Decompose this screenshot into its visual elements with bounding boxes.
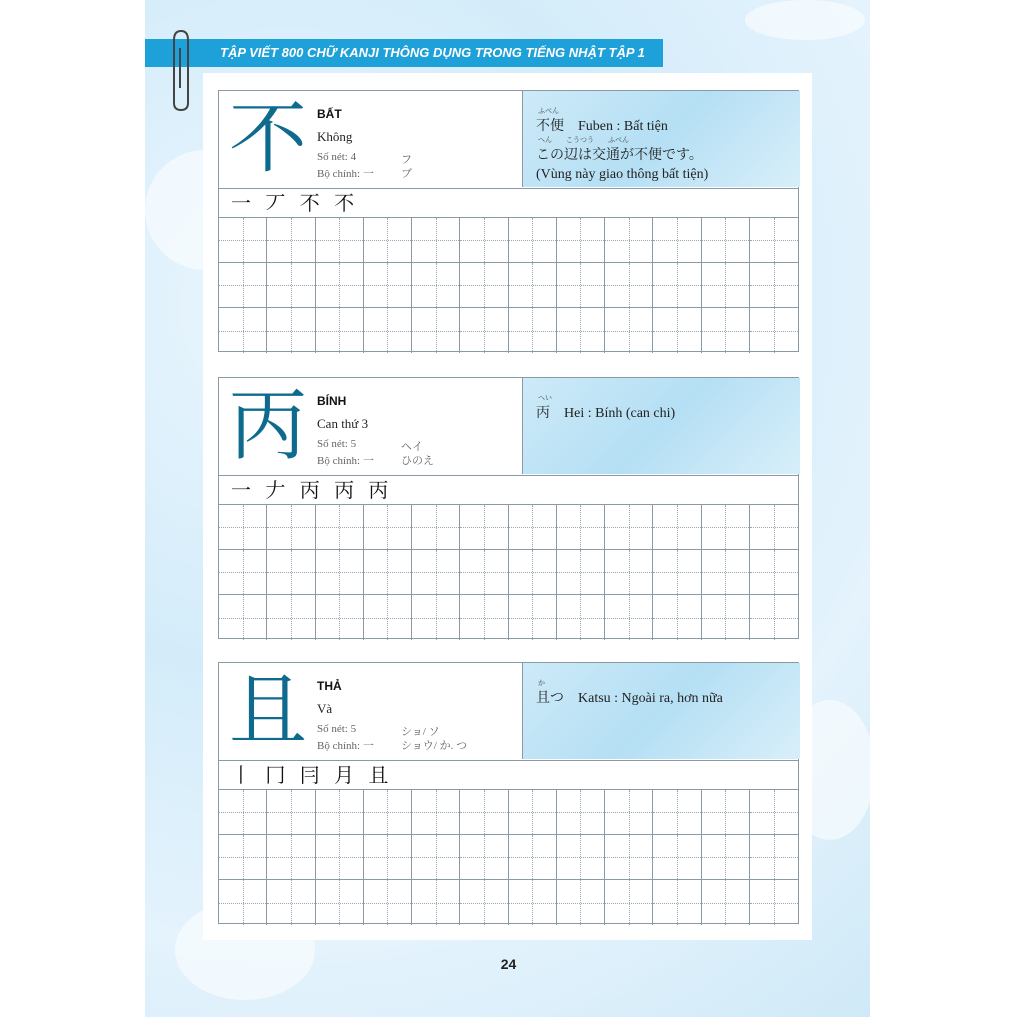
practice-cell[interactable] xyxy=(750,263,798,308)
practice-cell[interactable] xyxy=(750,835,798,880)
practice-cell[interactable] xyxy=(219,790,267,835)
practice-cell[interactable] xyxy=(364,790,412,835)
practice-cell[interactable] xyxy=(605,550,653,595)
practice-cell[interactable] xyxy=(460,308,508,353)
practice-cell[interactable] xyxy=(509,550,557,595)
practice-cell[interactable] xyxy=(702,308,750,353)
practice-cell[interactable] xyxy=(653,218,701,263)
example-panel xyxy=(522,91,800,187)
practice-cell[interactable] xyxy=(605,505,653,550)
kanji-meaning: Và xyxy=(317,701,333,716)
practice-cell[interactable] xyxy=(557,263,605,308)
practice-cell[interactable] xyxy=(605,880,653,925)
practice-cell[interactable] xyxy=(460,263,508,308)
practice-cell[interactable] xyxy=(219,880,267,925)
example-line xyxy=(536,394,676,422)
practice-grid xyxy=(219,218,798,353)
practice-cell[interactable] xyxy=(219,218,267,263)
practice-cell[interactable] xyxy=(412,835,460,880)
radical: Bộ chính: 一 xyxy=(317,455,374,467)
practice-cell[interactable] xyxy=(412,218,460,263)
stroke-count: Số nét: 5 xyxy=(317,723,357,735)
practice-cell[interactable] xyxy=(750,790,798,835)
on-reading: ヘイ xyxy=(401,441,423,453)
practice-cell[interactable] xyxy=(219,595,267,640)
practice-cell[interactable] xyxy=(750,595,798,640)
practice-cell[interactable] xyxy=(364,308,412,353)
example-text: この辺は交通が不便です。 xyxy=(536,148,703,163)
practice-cell[interactable] xyxy=(653,263,701,308)
practice-cell[interactable] xyxy=(460,880,508,925)
practice-cell[interactable] xyxy=(316,595,364,640)
practice-cell[interactable] xyxy=(653,308,701,353)
kun-reading: ひのえ xyxy=(401,455,434,467)
practice-cell[interactable] xyxy=(219,263,267,308)
practice-cell[interactable] xyxy=(364,595,412,640)
practice-cell[interactable] xyxy=(702,880,750,925)
practice-cell[interactable] xyxy=(316,263,364,308)
practice-cell[interactable] xyxy=(460,505,508,550)
on-reading: ショ/ ソ xyxy=(401,726,440,738)
practice-cell[interactable] xyxy=(605,218,653,263)
practice-cell[interactable] xyxy=(605,790,653,835)
practice-cell[interactable] xyxy=(702,263,750,308)
example-panel xyxy=(522,378,800,474)
stroke-order: 丨 冂 冃 月 且 xyxy=(219,760,798,790)
kanji-character: 且 xyxy=(228,666,307,756)
example-line xyxy=(536,679,723,707)
practice-cell[interactable] xyxy=(750,308,798,353)
practice-cell[interactable] xyxy=(702,790,750,835)
practice-cell[interactable] xyxy=(364,505,412,550)
practice-cell[interactable] xyxy=(364,550,412,595)
practice-cell[interactable] xyxy=(509,505,557,550)
practice-cell[interactable] xyxy=(509,790,557,835)
practice-cell[interactable] xyxy=(460,218,508,263)
practice-cell[interactable] xyxy=(460,835,508,880)
practice-cell[interactable] xyxy=(267,263,315,308)
practice-cell[interactable] xyxy=(605,263,653,308)
practice-cell[interactable] xyxy=(412,550,460,595)
stroke-count: Số nét: 5 xyxy=(317,438,357,450)
kanji-character: 不 xyxy=(228,94,307,184)
practice-cell[interactable] xyxy=(750,880,798,925)
practice-cell[interactable] xyxy=(219,550,267,595)
example-text: 丙 Hei : Bính (can chi) xyxy=(536,406,676,421)
kanji-header xyxy=(219,91,798,189)
practice-cell[interactable] xyxy=(364,835,412,880)
practice-cell[interactable] xyxy=(557,505,605,550)
practice-cell[interactable] xyxy=(460,550,508,595)
practice-cell[interactable] xyxy=(653,880,701,925)
furigana: か xyxy=(538,679,545,687)
practice-cell[interactable] xyxy=(605,595,653,640)
kanji-meaning: Không xyxy=(317,129,353,144)
kun-reading: ショウ/ か. つ xyxy=(401,740,468,752)
radical: Bộ chính: 一 xyxy=(317,168,374,180)
practice-cell[interactable] xyxy=(557,790,605,835)
practice-cell[interactable] xyxy=(460,790,508,835)
practice-cell[interactable] xyxy=(364,263,412,308)
practice-cell[interactable] xyxy=(267,595,315,640)
practice-cell[interactable] xyxy=(364,218,412,263)
practice-cell[interactable] xyxy=(267,308,315,353)
practice-cell[interactable] xyxy=(316,505,364,550)
kanji-card xyxy=(218,90,799,352)
practice-cell[interactable] xyxy=(412,505,460,550)
example-panel xyxy=(522,663,800,759)
practice-cell[interactable] xyxy=(750,505,798,550)
kun-reading: ブ xyxy=(401,168,412,180)
practice-cell[interactable] xyxy=(412,595,460,640)
practice-cell[interactable] xyxy=(316,835,364,880)
practice-cell[interactable] xyxy=(316,880,364,925)
practice-cell[interactable] xyxy=(653,505,701,550)
practice-cell[interactable] xyxy=(412,263,460,308)
page-number: 24 xyxy=(500,956,517,972)
practice-cell[interactable] xyxy=(557,218,605,263)
practice-cell[interactable] xyxy=(557,550,605,595)
furigana: へい xyxy=(538,394,552,402)
practice-cell[interactable] xyxy=(219,835,267,880)
sino-vietnamese-reading: THẢ xyxy=(317,679,342,693)
kanji-card xyxy=(218,662,799,924)
practice-cell[interactable] xyxy=(557,308,605,353)
practice-cell[interactable] xyxy=(412,790,460,835)
furigana: ふべん xyxy=(538,107,559,115)
practice-cell[interactable] xyxy=(509,595,557,640)
practice-cell[interactable] xyxy=(702,218,750,263)
kanji-meaning: Can thứ 3 xyxy=(317,416,369,431)
practice-cell[interactable] xyxy=(364,880,412,925)
practice-cell[interactable] xyxy=(702,505,750,550)
practice-cell[interactable] xyxy=(412,308,460,353)
practice-cell[interactable] xyxy=(557,835,605,880)
on-reading: フ xyxy=(401,154,412,166)
practice-cell[interactable] xyxy=(509,308,557,353)
practice-cell[interactable] xyxy=(219,308,267,353)
practice-cell[interactable] xyxy=(702,835,750,880)
practice-cell[interactable] xyxy=(653,790,701,835)
practice-cell[interactable] xyxy=(653,595,701,640)
practice-cell[interactable] xyxy=(219,505,267,550)
practice-cell[interactable] xyxy=(509,218,557,263)
practice-cell[interactable] xyxy=(750,550,798,595)
kanji-character: 丙 xyxy=(228,381,307,471)
practice-cell[interactable] xyxy=(267,505,315,550)
practice-cell[interactable] xyxy=(605,308,653,353)
practice-grid xyxy=(219,790,798,925)
practice-cell[interactable] xyxy=(267,218,315,263)
practice-cell[interactable] xyxy=(460,595,508,640)
practice-cell[interactable] xyxy=(267,790,315,835)
example-text: 且つ Katsu : Ngoài ra, hơn nữa xyxy=(536,691,723,706)
kanji-header xyxy=(219,663,798,761)
kanji-card xyxy=(218,377,799,639)
kanji-header xyxy=(219,378,798,476)
practice-cell[interactable] xyxy=(653,835,701,880)
practice-cell[interactable] xyxy=(412,880,460,925)
practice-cell[interactable] xyxy=(267,835,315,880)
stroke-order: 一 丆 不 不 xyxy=(219,188,798,218)
practice-cell[interactable] xyxy=(509,835,557,880)
radical: Bộ chính: 一 xyxy=(317,740,374,752)
book-title-banner: TẬP VIẾT 800 CHỮ KANJI THÔNG DỤNG TRONG TIẾNG NHẬT TẬP 1 xyxy=(145,39,663,67)
practice-grid xyxy=(219,505,798,640)
example-line xyxy=(536,107,668,135)
practice-cell[interactable] xyxy=(557,880,605,925)
example-line xyxy=(536,167,708,183)
furigana: へん こうつう ふべん xyxy=(538,136,629,144)
practice-cell[interactable] xyxy=(267,550,315,595)
practice-cell[interactable] xyxy=(653,550,701,595)
practice-cell[interactable] xyxy=(316,790,364,835)
example-line xyxy=(536,136,703,164)
sino-vietnamese-reading: BÍNH xyxy=(317,394,347,408)
paperclip-icon xyxy=(166,28,196,113)
stroke-count: Số nét: 4 xyxy=(317,151,357,163)
sino-vietnamese-reading: BẤT xyxy=(317,107,342,121)
practice-cell[interactable] xyxy=(750,218,798,263)
example-text: 不便 Fuben : Bất tiện xyxy=(536,119,668,134)
example-text: (Vùng này giao thông bất tiện) xyxy=(536,167,709,182)
practice-cell[interactable] xyxy=(316,550,364,595)
practice-cell[interactable] xyxy=(702,550,750,595)
stroke-order: 一 𠂇 丙 丙 丙 xyxy=(219,475,798,505)
practice-cell[interactable] xyxy=(509,880,557,925)
practice-cell[interactable] xyxy=(702,595,750,640)
practice-cell[interactable] xyxy=(605,835,653,880)
practice-cell[interactable] xyxy=(509,263,557,308)
practice-cell[interactable] xyxy=(316,218,364,263)
practice-cell[interactable] xyxy=(267,880,315,925)
practice-cell[interactable] xyxy=(316,308,364,353)
practice-cell[interactable] xyxy=(557,595,605,640)
